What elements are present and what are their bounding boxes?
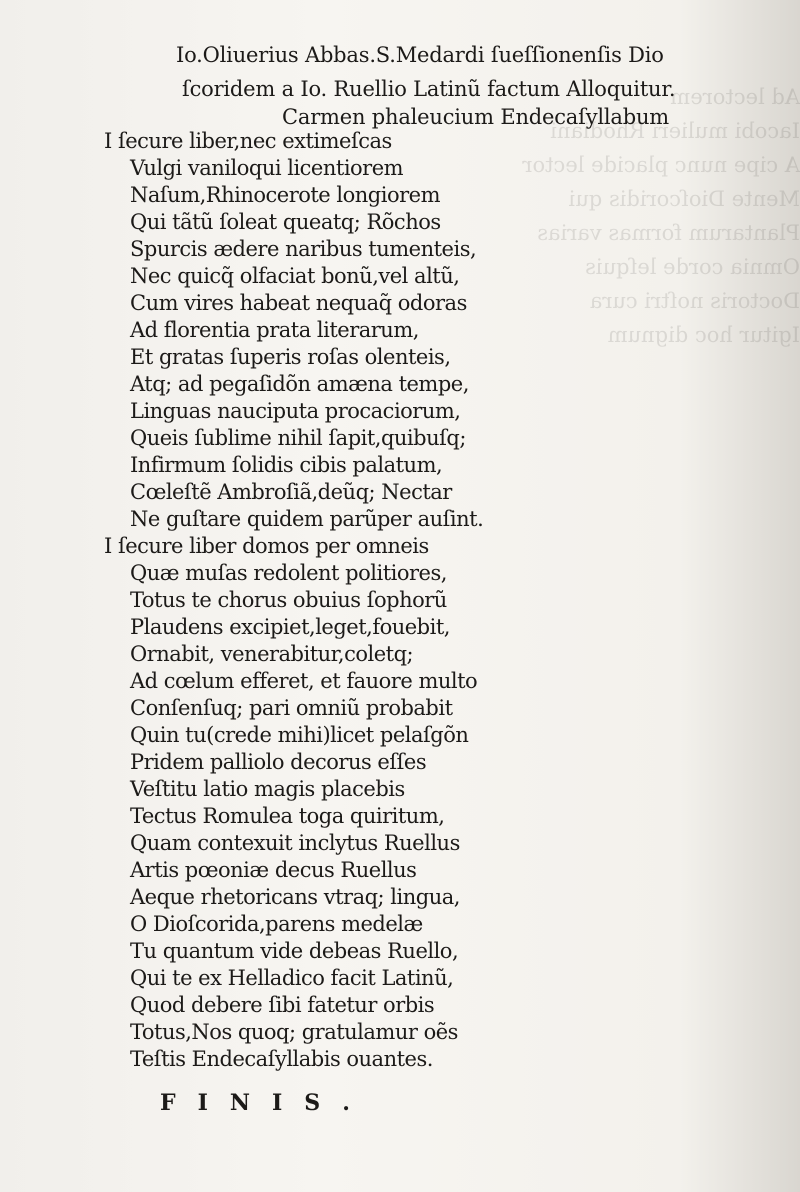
poem-line: Spurcis ædere naribus tumenteis, xyxy=(130,237,477,261)
poem-line: Quam contexuit inclytus Ruellus xyxy=(130,831,460,855)
poem-line: Atq; ad pegaſidõn amæna tempe, xyxy=(130,372,469,396)
header-line-1: Io.Oliuerius Abbas.S.Medardi ſueſſionenſis Dio xyxy=(176,43,664,67)
poem-line: Veſtitu latio magis placebis xyxy=(130,777,405,801)
poem-line: Infirmum ſolidis cibis palatum, xyxy=(130,453,443,477)
poem-line: I ſecure liber domos per omneis xyxy=(104,534,429,558)
show-through-text: Ad lectorem Iacobi mulieri Rhodiani A cipe nunc placide lector Mente Dioſcoridis qui Plantarum formas varias Omnia corde leſquis Doctoris noſtri cura Igitur hoc dignum xyxy=(522,85,800,347)
poem-line: Plaudens excipiet,leget,fouebit, xyxy=(130,615,450,639)
poem-line: Pridem palliolo decorus eſſes xyxy=(130,750,427,774)
poem-line: Tectus Romulea toga quiritum, xyxy=(130,804,445,828)
poem-line: Qui te ex Helladico facit Latinũ, xyxy=(130,966,454,990)
poem-line: Totus te chorus obuius ſophorũ xyxy=(130,588,447,612)
poem-line: Nec quicq̃ olfaciat bonũ,vel altũ, xyxy=(130,264,460,288)
poem-line: Cœleſtẽ Ambroſiã,deũq; Nectar xyxy=(130,480,452,504)
poem-line: Artis pœoniæ decus Ruellus xyxy=(130,858,417,882)
finis-word: FINIS xyxy=(160,1090,343,1116)
poem-line: Quæ muſas redolent politiores, xyxy=(130,561,447,585)
finis-colophon xyxy=(160,1090,350,1116)
poem-line: Tu quantum vide debeas Ruello, xyxy=(130,939,459,963)
poem-line: Teſtis Endecaſyllabis ouantes. xyxy=(130,1047,433,1071)
finis-mark: . xyxy=(342,1090,350,1116)
poem-line: Ne guſtare quidem parũper auſint. xyxy=(130,507,484,531)
poem-line: Totus,Nos quoq; gratulamur oẽs xyxy=(130,1020,458,1044)
poem-line: Linguas nauciputa procaciorum, xyxy=(130,399,461,423)
poem-line: Ornabit, venerabitur,coletq; xyxy=(130,642,414,666)
poem-line: Queis ſublime nihil ſapit,quibuſq; xyxy=(130,426,466,450)
poem-line: Qui tãtũ ſoleat queatq; Rõchos xyxy=(130,210,441,234)
poem-line: Quin tu(crede mihi)licet pelaſgõn xyxy=(130,723,469,747)
poem-line: Vulgi vaniloqui licentiorem xyxy=(130,156,404,180)
header-line-3: Carmen phaleucium Endecaſyllabum xyxy=(282,105,669,129)
header-line-2: ſcoridem a Io. Ruellio Latinũ factum Alloquitur. xyxy=(182,77,676,101)
poem-line: Ad florentia prata literarum, xyxy=(130,318,419,342)
poem-line: Conſenſuq; pari omniũ probabit xyxy=(130,696,453,720)
poem-line: Naſum,Rhinocerote longiorem xyxy=(130,183,440,207)
poem-line: Quod debere ſibi fatetur orbis xyxy=(130,993,435,1017)
poem-line: Aeque rhetoricans vtraq; lingua, xyxy=(130,885,460,909)
poem-line: O Dioſcorida,parens medelæ xyxy=(130,912,423,936)
poem-line: Cum vires habeat nequaq̃ odoras xyxy=(130,291,467,315)
poem-line: Et gratas ſuperis roſas olenteis, xyxy=(130,345,451,369)
poem-line: Ad cœlum efferet, et fauore multo xyxy=(130,669,478,693)
poem-line: I ſecure liber,nec extimeſcas xyxy=(104,129,392,153)
